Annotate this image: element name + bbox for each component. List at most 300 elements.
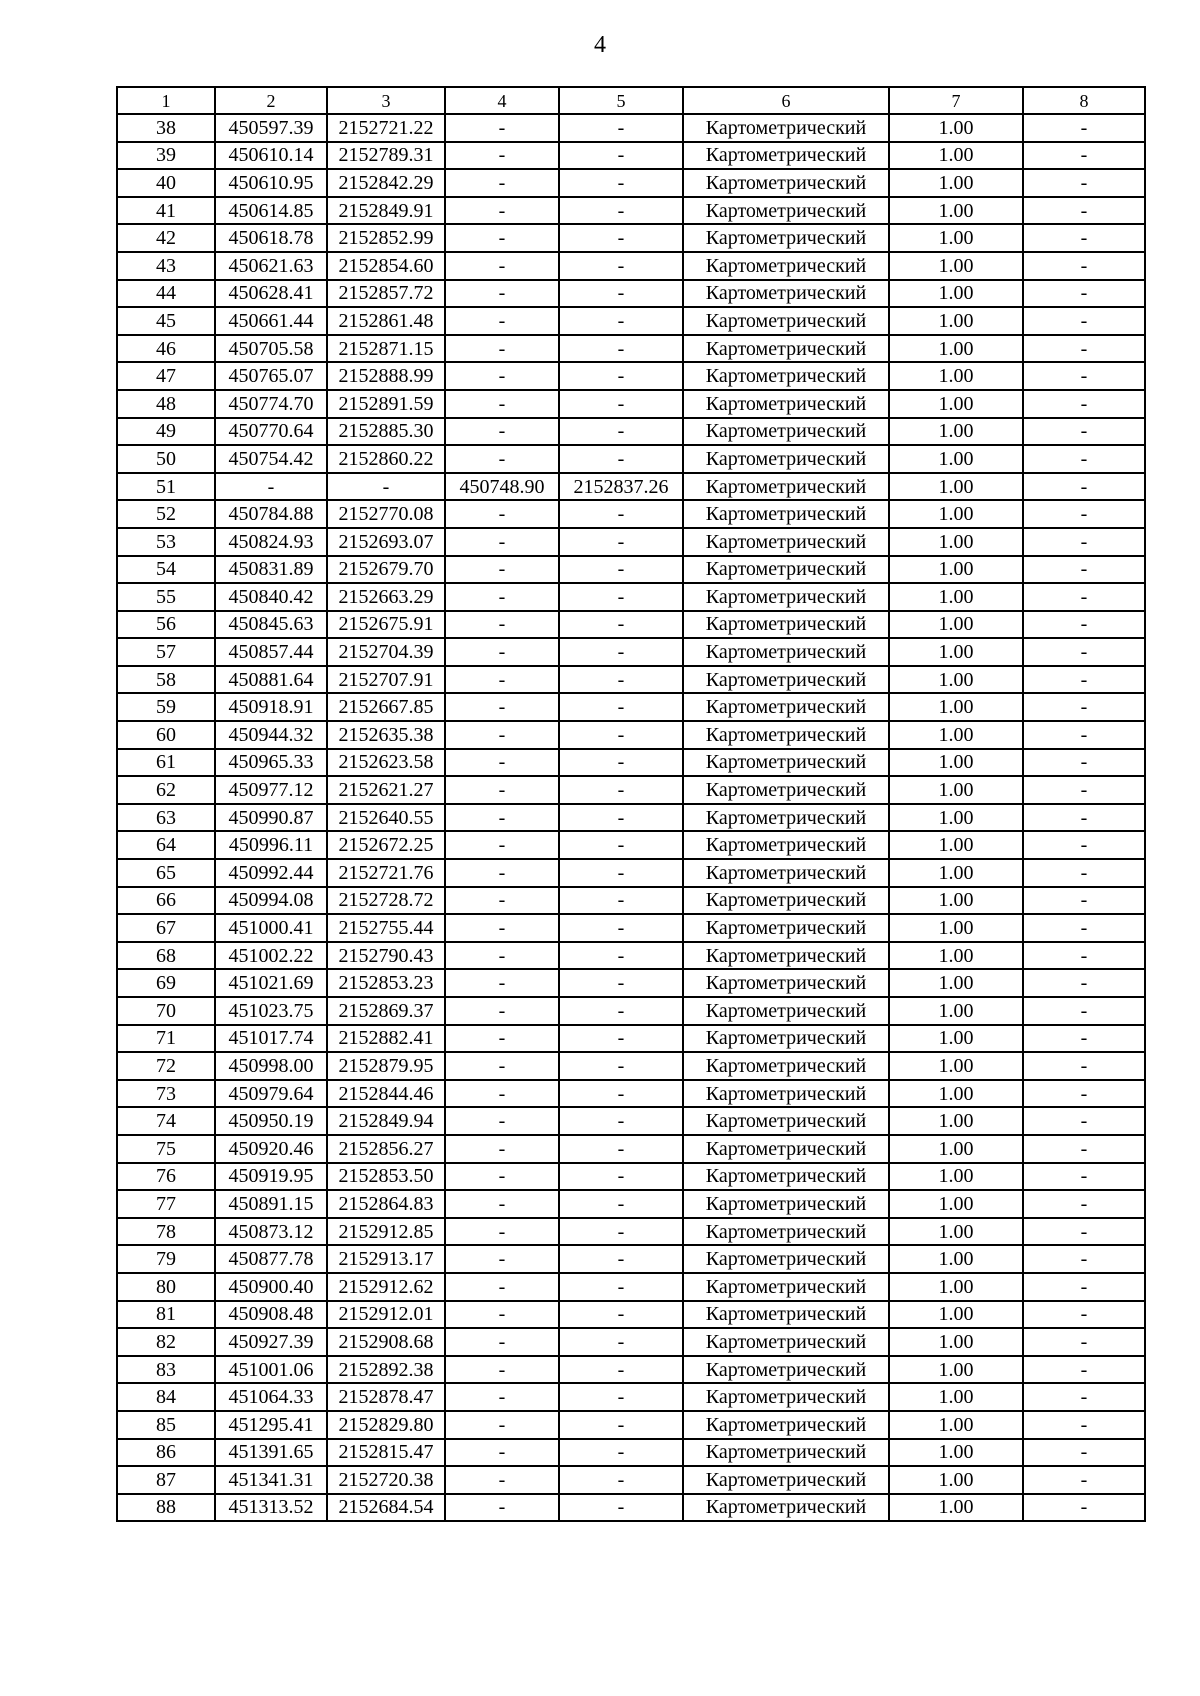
table-cell: 2152860.22 [327, 445, 445, 473]
table-cell: - [1023, 528, 1145, 556]
table-cell: 450950.19 [215, 1107, 327, 1135]
table-row [117, 556, 1145, 584]
table-cell: 450877.78 [215, 1245, 327, 1273]
table-cell: 1.00 [889, 528, 1023, 556]
table-cell: - [559, 224, 683, 252]
table-row [117, 776, 1145, 804]
table-cell: 1.00 [889, 500, 1023, 528]
table-cell: Картометрический [683, 1301, 889, 1329]
table-cell: 450927.39 [215, 1328, 327, 1356]
column-header: 5 [559, 87, 683, 114]
table-cell: - [445, 831, 559, 859]
table-cell: 62 [117, 776, 215, 804]
table-cell: 450784.88 [215, 500, 327, 528]
table-row [117, 914, 1145, 942]
table-cell: - [1023, 693, 1145, 721]
table-cell: - [1023, 197, 1145, 225]
table-cell: 44 [117, 280, 215, 308]
table-cell: - [445, 335, 559, 363]
table-row [117, 473, 1145, 501]
table-cell: 2152885.30 [327, 418, 445, 446]
table-cell: 1.00 [889, 307, 1023, 335]
table-cell: 451023.75 [215, 997, 327, 1025]
table-cell: 82 [117, 1328, 215, 1356]
table-cell: 76 [117, 1163, 215, 1191]
table-cell: - [1023, 611, 1145, 639]
table-cell: 65 [117, 859, 215, 887]
table-cell: - [1023, 1025, 1145, 1053]
table-cell: Картометрический [683, 335, 889, 363]
table-cell: - [1023, 969, 1145, 997]
table-cell: - [445, 1163, 559, 1191]
table-cell: Картометрический [683, 611, 889, 639]
table-cell: 2152912.01 [327, 1301, 445, 1329]
table-cell: 1.00 [889, 473, 1023, 501]
table-cell: - [445, 1245, 559, 1273]
table-cell: - [445, 887, 559, 915]
table-row [117, 114, 1145, 142]
table-cell: Картометрический [683, 666, 889, 694]
table-cell: 2152829.80 [327, 1411, 445, 1439]
table-cell: - [559, 1245, 683, 1273]
table-cell: - [1023, 224, 1145, 252]
table-cell: 450765.07 [215, 362, 327, 390]
table-cell: - [445, 280, 559, 308]
table-cell: - [559, 831, 683, 859]
table-cell: 78 [117, 1218, 215, 1246]
table-cell: - [1023, 1494, 1145, 1522]
table-cell: - [445, 721, 559, 749]
table-cell: Картометрический [683, 914, 889, 942]
table-cell: - [445, 1494, 559, 1522]
table-row [117, 252, 1145, 280]
table-cell: 56 [117, 611, 215, 639]
table-cell: 48 [117, 390, 215, 418]
table-cell: 2152837.26 [559, 473, 683, 501]
table-cell: 450992.44 [215, 859, 327, 887]
table-cell: - [1023, 280, 1145, 308]
table-cell: 2152842.29 [327, 169, 445, 197]
table-cell: - [559, 942, 683, 970]
table-cell: - [559, 997, 683, 1025]
table-cell: - [1023, 1245, 1145, 1273]
column-header: 3 [327, 87, 445, 114]
table-row [117, 142, 1145, 170]
table-cell: - [559, 721, 683, 749]
table-cell: - [559, 749, 683, 777]
table-cell: 451000.41 [215, 914, 327, 942]
table-cell: - [1023, 1466, 1145, 1494]
table-row [117, 666, 1145, 694]
table-cell: - [559, 887, 683, 915]
table-cell: Картометрический [683, 859, 889, 887]
table-cell: 1.00 [889, 749, 1023, 777]
table-cell: - [559, 1080, 683, 1108]
table-cell: 86 [117, 1439, 215, 1467]
table-cell: 2152755.44 [327, 914, 445, 942]
table-cell: Картометрический [683, 362, 889, 390]
table-cell: - [1023, 473, 1145, 501]
table-cell: - [445, 252, 559, 280]
table-cell: 43 [117, 252, 215, 280]
table-cell: 2152891.59 [327, 390, 445, 418]
table-cell: Картометрический [683, 307, 889, 335]
table-cell: - [559, 445, 683, 473]
table-cell: 69 [117, 969, 215, 997]
table-cell: Картометрический [683, 390, 889, 418]
table-cell: 1.00 [889, 197, 1023, 225]
table-cell: 450891.15 [215, 1190, 327, 1218]
table-cell: 1.00 [889, 1052, 1023, 1080]
table-cell: - [559, 1301, 683, 1329]
table-cell: - [445, 914, 559, 942]
table-cell: 1.00 [889, 1273, 1023, 1301]
table-row [117, 638, 1145, 666]
table-cell: - [1023, 445, 1145, 473]
table-cell: - [1023, 942, 1145, 970]
table-cell: - [1023, 556, 1145, 584]
table-cell: - [445, 749, 559, 777]
table-cell: 1.00 [889, 1107, 1023, 1135]
table-cell: 87 [117, 1466, 215, 1494]
table-cell: 451002.22 [215, 942, 327, 970]
table-cell: - [559, 776, 683, 804]
table-cell: 2152667.85 [327, 693, 445, 721]
table-cell: 450610.14 [215, 142, 327, 170]
table-cell: 52 [117, 500, 215, 528]
table-cell: 41 [117, 197, 215, 225]
table-cell: Картометрический [683, 445, 889, 473]
table-row [117, 169, 1145, 197]
table-cell: - [559, 1107, 683, 1135]
table-cell: Картометрический [683, 1052, 889, 1080]
table-cell: 2152721.22 [327, 114, 445, 142]
table-cell: - [1023, 169, 1145, 197]
table-cell: 2152856.27 [327, 1135, 445, 1163]
table-cell: - [445, 969, 559, 997]
table-cell: - [1023, 1135, 1145, 1163]
table-row [117, 1273, 1145, 1301]
table-cell: 450824.93 [215, 528, 327, 556]
table-cell: 1.00 [889, 666, 1023, 694]
table-cell: 79 [117, 1245, 215, 1273]
table-cell: 2152879.95 [327, 1052, 445, 1080]
table-cell: 450840.42 [215, 583, 327, 611]
table-cell: 450614.85 [215, 197, 327, 225]
table-cell: 1.00 [889, 721, 1023, 749]
table-cell: - [559, 611, 683, 639]
table-row [117, 1301, 1145, 1329]
table-cell: 54 [117, 556, 215, 584]
table-cell: 450873.12 [215, 1218, 327, 1246]
table-cell: - [559, 169, 683, 197]
table-cell: 450774.70 [215, 390, 327, 418]
table-cell: 450705.58 [215, 335, 327, 363]
table-cell: Картометрический [683, 252, 889, 280]
table-cell: 57 [117, 638, 215, 666]
table-cell: - [327, 473, 445, 501]
table-cell: 74 [117, 1107, 215, 1135]
table-row [117, 859, 1145, 887]
table-cell: 2152675.91 [327, 611, 445, 639]
table-cell: 1.00 [889, 224, 1023, 252]
table-row [117, 197, 1145, 225]
column-header: 4 [445, 87, 559, 114]
table-cell: 2152908.68 [327, 1328, 445, 1356]
table-cell: 450965.33 [215, 749, 327, 777]
table-cell: 2152857.72 [327, 280, 445, 308]
table-cell: - [445, 693, 559, 721]
table-cell: - [445, 1025, 559, 1053]
column-header: 8 [1023, 87, 1145, 114]
table-cell: Картометрический [683, 114, 889, 142]
table-cell: - [445, 307, 559, 335]
table-cell: Картометрический [683, 942, 889, 970]
table-cell: 2152663.29 [327, 583, 445, 611]
table-row [117, 335, 1145, 363]
table-row [117, 1383, 1145, 1411]
table-cell: 1.00 [889, 1025, 1023, 1053]
table-cell: - [559, 252, 683, 280]
table-row [117, 418, 1145, 446]
table-cell: 1.00 [889, 1328, 1023, 1356]
table-cell: 2152912.62 [327, 1273, 445, 1301]
table-cell: Картометрический [683, 583, 889, 611]
table-cell: 450845.63 [215, 611, 327, 639]
table-cell: 1.00 [889, 887, 1023, 915]
table-cell: - [1023, 418, 1145, 446]
table-cell: - [559, 804, 683, 832]
table-cell: - [559, 969, 683, 997]
table-cell: - [445, 611, 559, 639]
table-cell: 450979.64 [215, 1080, 327, 1108]
table-cell: 84 [117, 1383, 215, 1411]
table-cell: Картометрический [683, 1163, 889, 1191]
table-cell: 63 [117, 804, 215, 832]
table-cell: 47 [117, 362, 215, 390]
table-cell: 1.00 [889, 1494, 1023, 1522]
table-cell: 51 [117, 473, 215, 501]
table-cell: - [559, 280, 683, 308]
table-cell: - [1023, 859, 1145, 887]
table-cell: - [559, 1025, 683, 1053]
table-cell: 75 [117, 1135, 215, 1163]
table-row [117, 307, 1145, 335]
table-cell: - [559, 914, 683, 942]
table-cell: - [559, 693, 683, 721]
table-cell: - [1023, 142, 1145, 170]
table-cell: - [445, 556, 559, 584]
table-cell: 2152704.39 [327, 638, 445, 666]
table-cell: 40 [117, 169, 215, 197]
table-cell: 1.00 [889, 693, 1023, 721]
table-cell: 1.00 [889, 114, 1023, 142]
table-cell: - [559, 1273, 683, 1301]
table-cell: 450990.87 [215, 804, 327, 832]
table-cell: 2152770.08 [327, 500, 445, 528]
table-cell: - [559, 583, 683, 611]
table-cell: - [445, 859, 559, 887]
table-cell: Картометрический [683, 1494, 889, 1522]
table-cell: 2152853.23 [327, 969, 445, 997]
table-cell: 451021.69 [215, 969, 327, 997]
table-row [117, 942, 1145, 970]
table-cell: - [445, 1052, 559, 1080]
table-cell: 1.00 [889, 362, 1023, 390]
table-cell: 450900.40 [215, 1273, 327, 1301]
table-cell: - [559, 1052, 683, 1080]
table-cell: - [559, 1218, 683, 1246]
table-row [117, 390, 1145, 418]
table-cell: 1.00 [889, 1080, 1023, 1108]
table-cell: - [1023, 997, 1145, 1025]
table-cell: - [1023, 252, 1145, 280]
table-cell: 88 [117, 1494, 215, 1522]
table-cell: 451313.52 [215, 1494, 327, 1522]
table-cell: - [445, 997, 559, 1025]
table-cell: 1.00 [889, 1163, 1023, 1191]
table-cell: 450661.44 [215, 307, 327, 335]
table-cell: - [445, 418, 559, 446]
table-cell: 49 [117, 418, 215, 446]
table-cell: - [1023, 1411, 1145, 1439]
table-cell: Картометрический [683, 804, 889, 832]
table-cell: - [559, 362, 683, 390]
table-cell: - [215, 473, 327, 501]
column-header: 6 [683, 87, 889, 114]
table-row [117, 1245, 1145, 1273]
page-number: 4 [594, 32, 606, 58]
table-cell: 1.00 [889, 1383, 1023, 1411]
table-cell: - [445, 390, 559, 418]
table-cell: 1.00 [889, 914, 1023, 942]
table-cell: Картометрический [683, 418, 889, 446]
table-cell: 1.00 [889, 556, 1023, 584]
table-cell: 1.00 [889, 1218, 1023, 1246]
table-cell: - [1023, 307, 1145, 335]
table-row [117, 1080, 1145, 1108]
table-cell: 1.00 [889, 638, 1023, 666]
table-cell: - [1023, 638, 1145, 666]
table-cell: - [1023, 1301, 1145, 1329]
table-row [117, 583, 1145, 611]
table-cell: - [445, 142, 559, 170]
table-cell: 1.00 [889, 418, 1023, 446]
table-cell: 2152790.43 [327, 942, 445, 970]
table-row [117, 1218, 1145, 1246]
table-cell: 2152888.99 [327, 362, 445, 390]
table-cell: - [1023, 1080, 1145, 1108]
table-cell: Картометрический [683, 224, 889, 252]
table-cell: Картометрический [683, 693, 889, 721]
table-cell: - [559, 307, 683, 335]
table-cell: 1.00 [889, 776, 1023, 804]
table-cell: 450996.11 [215, 831, 327, 859]
table-row [117, 1135, 1145, 1163]
table-row [117, 721, 1145, 749]
table-cell: 1.00 [889, 252, 1023, 280]
table-cell: Картометрический [683, 142, 889, 170]
table-cell: - [1023, 666, 1145, 694]
table-cell: - [559, 1328, 683, 1356]
table-row [117, 1190, 1145, 1218]
table-cell: Картометрический [683, 1135, 889, 1163]
table-cell: 1.00 [889, 859, 1023, 887]
table-cell: 451341.31 [215, 1466, 327, 1494]
table-cell: - [1023, 335, 1145, 363]
table-cell: 81 [117, 1301, 215, 1329]
table-cell: Картометрический [683, 721, 889, 749]
table-cell: - [559, 1356, 683, 1384]
table-cell: 2152853.50 [327, 1163, 445, 1191]
table-cell: Картометрический [683, 1439, 889, 1467]
table-cell: - [1023, 914, 1145, 942]
table-cell: - [445, 114, 559, 142]
table-cell: 450748.90 [445, 473, 559, 501]
table-cell: - [445, 1190, 559, 1218]
table-row [117, 611, 1145, 639]
table-cell: - [559, 390, 683, 418]
table-cell: 2152728.72 [327, 887, 445, 915]
table-cell: 67 [117, 914, 215, 942]
table-cell: - [1023, 1439, 1145, 1467]
table-cell: 450857.44 [215, 638, 327, 666]
table-cell: 73 [117, 1080, 215, 1108]
table-cell: Картометрический [683, 887, 889, 915]
table-cell: 450621.63 [215, 252, 327, 280]
table-cell: Картометрический [683, 1245, 889, 1273]
table-cell: - [445, 169, 559, 197]
table-row [117, 280, 1145, 308]
table-cell: 1.00 [889, 445, 1023, 473]
table-cell: 2152623.58 [327, 749, 445, 777]
table-cell: Картометрический [683, 473, 889, 501]
table-row [117, 1411, 1145, 1439]
table-row [117, 1052, 1145, 1080]
table-cell: Картометрический [683, 197, 889, 225]
table-cell: 1.00 [889, 969, 1023, 997]
table-cell: 68 [117, 942, 215, 970]
table-cell: - [1023, 749, 1145, 777]
table-cell: - [1023, 1328, 1145, 1356]
table-cell: 39 [117, 142, 215, 170]
table-cell: Картометрический [683, 556, 889, 584]
table-cell: Картометрический [683, 1411, 889, 1439]
table-cell: 2152854.60 [327, 252, 445, 280]
table-cell: 77 [117, 1190, 215, 1218]
table-cell: Картометрический [683, 528, 889, 556]
table-cell: - [559, 666, 683, 694]
table-cell: - [1023, 1356, 1145, 1384]
table-cell: 71 [117, 1025, 215, 1053]
table-cell: - [1023, 1273, 1145, 1301]
table-cell: Картометрический [683, 1190, 889, 1218]
table-row [117, 693, 1145, 721]
table-cell: Картометрический [683, 831, 889, 859]
table-cell: - [559, 1411, 683, 1439]
table-cell: - [445, 942, 559, 970]
table-cell: - [559, 1135, 683, 1163]
table-cell: - [1023, 831, 1145, 859]
table-cell: - [445, 804, 559, 832]
table-cell: - [445, 197, 559, 225]
table-cell: - [445, 362, 559, 390]
table-cell: 450944.32 [215, 721, 327, 749]
table-cell: 2152882.41 [327, 1025, 445, 1053]
table-cell: 2152621.27 [327, 776, 445, 804]
table-cell: Картометрический [683, 280, 889, 308]
table-row [117, 1163, 1145, 1191]
